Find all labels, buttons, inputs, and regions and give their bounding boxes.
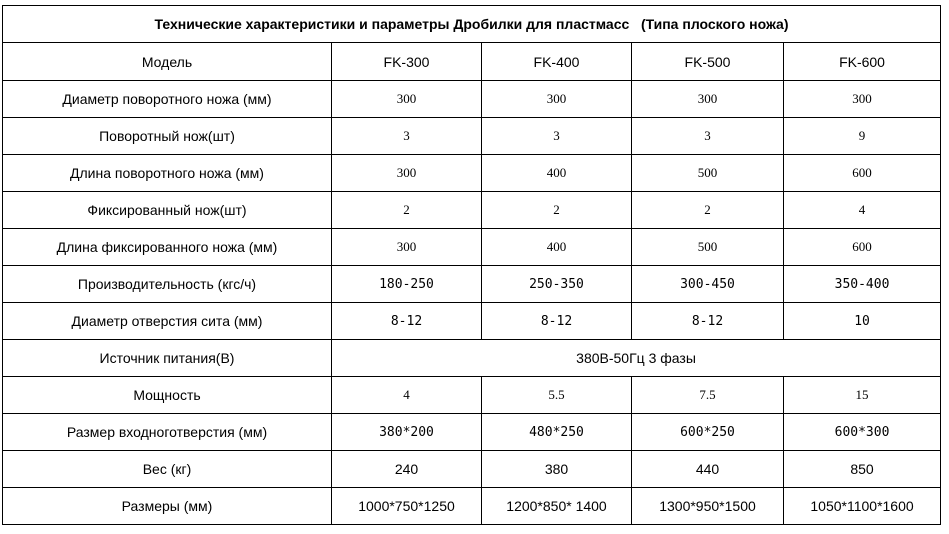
row-value: 3 [632,118,784,155]
row-value: 300 [332,155,482,192]
row-value: 2 [482,192,632,229]
row-value: 600*250 [632,414,784,451]
row-value: 400 [482,229,632,266]
row-value: 3 [332,118,482,155]
row-label: Фиксированный нож(шт) [3,192,332,229]
table-row [3,192,941,229]
row-value: 300 [332,81,482,118]
model-fk-600: FK-600 [784,43,941,81]
row-label: Источник питания(В) [3,340,332,377]
row-label: Мощность [3,377,332,414]
header-row [3,43,941,81]
row-value: 380*200 [332,414,482,451]
table-row [3,377,941,414]
row-value: 2 [632,192,784,229]
row-label: Вес (кг) [3,451,332,488]
row-label: Диаметр поворотного ножа (мм) [3,81,332,118]
row-value: 300 [632,81,784,118]
row-value: 350-400 [784,266,941,303]
title-row [3,6,941,43]
row-label: Диаметр отверстия сита (мм) [3,303,332,340]
row-value: 7.5 [632,377,784,414]
row-value: 440 [632,451,784,488]
row-label: Длина поворотного ножа (мм) [3,155,332,192]
row-value: 250-350 [482,266,632,303]
row-value: 600*300 [784,414,941,451]
table-row [3,451,941,488]
row-value: 8-12 [332,303,482,340]
table-row [3,229,941,266]
row-value: 850 [784,451,941,488]
table-row [3,81,941,118]
row-label: Производительность (кгс/ч) [3,266,332,303]
row-value: 300 [332,229,482,266]
model-fk-500: FK-500 [632,43,784,81]
table-row [3,118,941,155]
row-value: 8-12 [482,303,632,340]
row-value: 1050*1100*1600 [784,488,941,525]
row-value: 600 [784,229,941,266]
row-value: 3 [482,118,632,155]
row-value: 500 [632,229,784,266]
row-value: 600 [784,155,941,192]
row-value: 4 [332,377,482,414]
table-row [3,303,941,340]
row-value: 4 [784,192,941,229]
table-row [3,155,941,192]
row-label: Длина фиксированного ножа (мм) [3,229,332,266]
power-supply-value: 380В-50Гц 3 фазы [332,340,941,377]
row-value: 300 [482,81,632,118]
row-label: Поворотный нож(шт) [3,118,332,155]
model-fk-400: FK-400 [482,43,632,81]
power-row [3,340,941,377]
row-value: 15 [784,377,941,414]
row-value: 300-450 [632,266,784,303]
row-label: Размер входноготверстия (мм) [3,414,332,451]
row-value: 300 [784,81,941,118]
row-label: Размеры (мм) [3,488,332,525]
table-title: Технические характеристики и параметры Дробилки для пластмасс (Типа плоского ножа) [3,6,941,43]
row-value: 1200*850* 1400 [482,488,632,525]
row-value: 500 [632,155,784,192]
spec-table [2,5,941,525]
row-value: 400 [482,155,632,192]
row-value: 5.5 [482,377,632,414]
row-value: 1300*950*1500 [632,488,784,525]
table-row [3,266,941,303]
row-value: 480*250 [482,414,632,451]
model-fk-300: FK-300 [332,43,482,81]
row-value: 1000*750*1250 [332,488,482,525]
model-header-label: Модель [3,43,332,81]
table-row [3,488,941,525]
row-value: 8-12 [632,303,784,340]
row-value: 180-250 [332,266,482,303]
row-value: 2 [332,192,482,229]
row-value: 10 [784,303,941,340]
row-value: 240 [332,451,482,488]
row-value: 9 [784,118,941,155]
table-row [3,414,941,451]
row-value: 380 [482,451,632,488]
